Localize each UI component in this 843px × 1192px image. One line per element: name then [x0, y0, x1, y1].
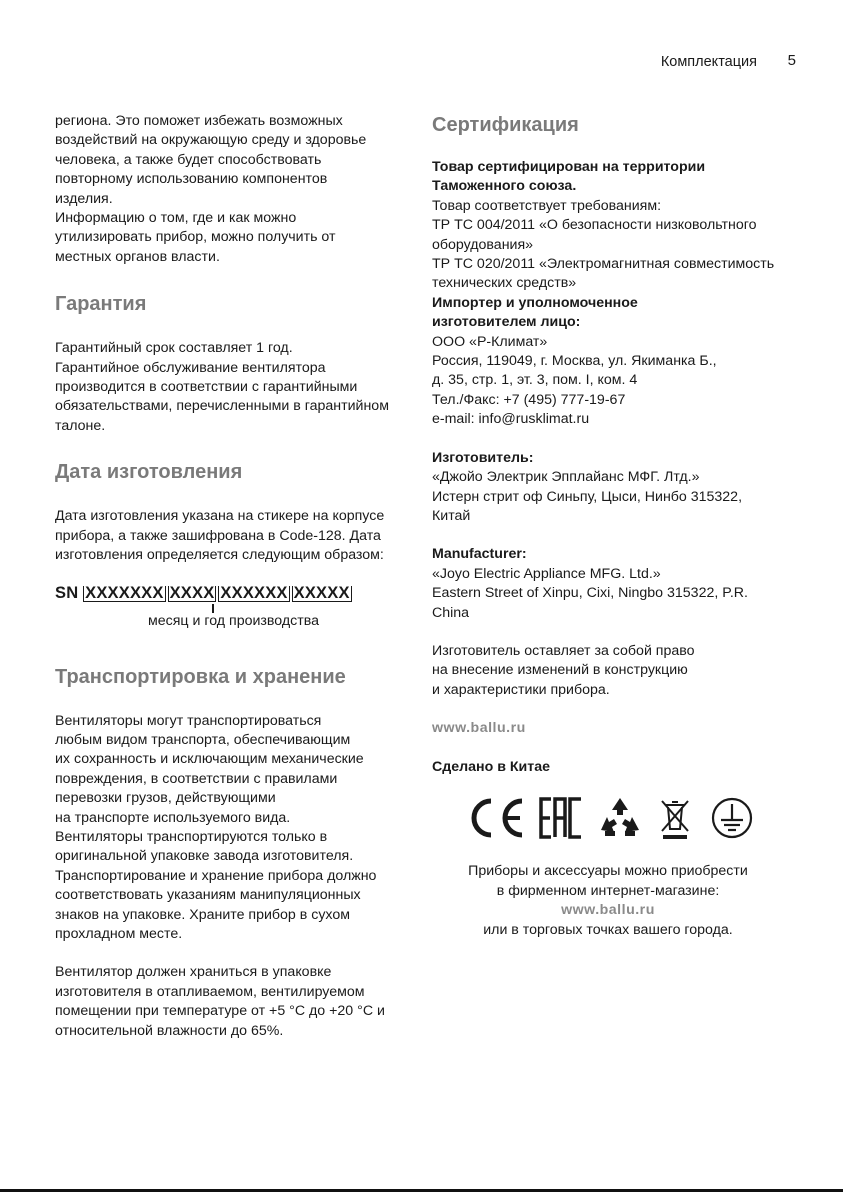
shop-website-link[interactable]: www.ballu.ru — [561, 902, 655, 919]
text-line: повреждения, в соответствии с правилами — [55, 770, 338, 787]
serial-caption: месяц и год производства — [148, 612, 320, 629]
serial-segment: XXXXXXX — [85, 583, 164, 602]
text-line: помещении при температуре от +5 °С до +20 °С и — [55, 1003, 385, 1020]
header-section-title: Комплектация — [660, 54, 757, 70]
text-line: оригинальной упаковке завода изготовителя. — [55, 848, 354, 865]
text-line: ООО «Р-Климат» — [432, 333, 548, 350]
change-notice — [432, 642, 802, 700]
text-line: Вентилятор должен храниться в упаковке — [55, 964, 332, 981]
serial-prefix: SN — [55, 583, 79, 602]
text-line: местных органов власти. — [55, 248, 220, 265]
text-line: Транспортирование и хранение прибора должно — [55, 867, 377, 884]
text-line: Приборы и аксессуары можно приобрести — [468, 863, 748, 879]
transport-heading: Транспортировка и хранение — [55, 665, 346, 688]
text-line: знаков на упаковке. Храните прибор в сухом — [55, 906, 351, 923]
text-line: повторному использованию компонентов — [55, 171, 328, 188]
text-line: и характеристики прибора. — [432, 681, 610, 698]
manufacturer-en-block — [432, 545, 802, 623]
text-line: на внесение изменений в конструкцию — [432, 662, 688, 679]
text-line: Гарантийный срок составляет 1 год. — [55, 340, 293, 357]
disposal-paragraph — [55, 112, 415, 267]
recycle-icon — [597, 795, 643, 841]
text-line: «Joyo Electric Appliance MFG. Ltd.» — [432, 565, 661, 582]
text-line: относительной влажности до 65%. — [55, 1022, 284, 1039]
text-line: Вентиляторы могут транспортироваться — [55, 712, 322, 729]
text-line: Информацию о том, где и как можно — [55, 210, 297, 227]
page-number: 5 — [787, 52, 796, 69]
text-line: «Джойо Электрик Эпплайанс МФГ. Лтд.» — [432, 469, 700, 486]
made-in-label: Сделано в Китае — [432, 758, 550, 775]
certification-marks — [466, 795, 756, 841]
manufacturer-ru-block — [432, 449, 802, 527]
warranty-paragraph — [55, 339, 415, 436]
serial-pointer-line — [212, 604, 214, 613]
text-line: изготовления определяется следующим образом: — [55, 547, 384, 564]
text-line: утилизировать прибор, можно получить от — [55, 229, 336, 246]
storage-paragraph — [55, 963, 415, 1041]
ce-mark-icon — [466, 795, 528, 841]
ground-icon — [709, 795, 755, 841]
text-line: Eastern Street of Xinpu, Cixi, Ningbo 315322, P.R. — [432, 585, 748, 602]
text-line: технических средств» — [432, 275, 577, 292]
warranty-heading: Гарантия — [55, 293, 147, 316]
text-line: д. 35, стр. 1, эт. 3, пом. I, ком. 4 — [432, 372, 638, 389]
text-line: прохладном месте. — [55, 925, 183, 942]
text-line: Вентиляторы транспортируются только в — [55, 828, 328, 845]
importer-email: e-mail: info@rusklimat.ru — [432, 411, 590, 428]
text-line: Изготовитель оставляет за собой право — [432, 642, 695, 659]
text-line: изготовителя в отапливаемом, вентилируемом — [55, 983, 365, 1000]
text-line: China — [432, 604, 470, 621]
text-line: Истерн стрит оф Синьпу, Цыси, Нинбо 315322, — [432, 488, 743, 505]
text-line: ТР ТС 020/2011 «Электромагнитная совместимость — [432, 256, 775, 273]
text-line: талоне. — [55, 417, 106, 434]
purchase-info — [432, 862, 784, 940]
text-line: на транспорте используемого вида. — [55, 809, 291, 826]
crossed-bin-icon — [658, 795, 692, 841]
left-column — [55, 112, 415, 1041]
right-column — [432, 112, 802, 777]
manufacture-date-paragraph — [55, 507, 415, 565]
website-link[interactable]: www.ballu.ru — [432, 720, 526, 737]
text-line: перевозки грузов, действующими — [55, 790, 276, 807]
text-line: Дата изготовления указана на стикере на корпусе — [55, 508, 385, 525]
text-line: Товар сертифицирован на территории — [432, 159, 706, 175]
text-line: региона. Это поможет избежать возможных — [55, 113, 343, 129]
text-line: Россия, 119049, г. Москва, ул. Якиманка Б., — [432, 353, 717, 370]
text-line: изготовителем лицо: — [432, 314, 581, 331]
text-line: соответствовать указаниям манипуляционных — [55, 887, 361, 904]
manufacturer-en-heading: Manufacturer: — [432, 546, 527, 563]
text-line: или в торговых точках вашего города. — [483, 921, 733, 938]
text-line: прибора, а также зашифрована в Code-128. Дата — [55, 527, 381, 544]
serial-number-code — [55, 584, 415, 603]
text-line: Гарантийное обслуживание вентилятора — [55, 359, 326, 376]
manufacture-date-heading: Дата изготовления — [55, 461, 243, 484]
certification-paragraph — [432, 158, 802, 430]
text-line: изделия. — [55, 190, 113, 207]
text-line: Таможенного союза. — [432, 178, 577, 195]
page-header — [0, 54, 843, 74]
text-line: оборудования» — [432, 236, 534, 253]
manufacturer-ru-heading: Изготовитель: — [432, 449, 534, 466]
text-line: любым видом транспорта, обеспечивающим — [55, 731, 351, 748]
text-line: ТР ТС 004/2011 «О безопасности низковольтного — [432, 217, 757, 234]
text-line: человека, а также будет способствовать — [55, 151, 322, 168]
text-line: Тел./Факс: +7 (495) 777-19-67 — [432, 391, 626, 408]
text-line: Товар соответствует требованиям: — [432, 197, 662, 214]
serial-segment: XXXXX — [293, 583, 350, 602]
transport-paragraph — [55, 712, 415, 945]
serial-number-diagram — [55, 584, 415, 636]
text-line: обязательствами, перечисленными в гарантийном — [55, 398, 389, 415]
text-line: воздействий на окружающую среду и здоровье — [55, 132, 367, 149]
text-line: Импортер и уполномоченное — [432, 294, 638, 311]
serial-segment: XXXXXX — [220, 583, 288, 602]
eac-mark-icon — [539, 795, 585, 841]
text-line: их сохранность и исключающим механические — [55, 751, 364, 768]
text-line: в фирменном интернет-магазине: — [496, 882, 720, 899]
certification-heading: Сертификация — [432, 114, 579, 136]
serial-segment: XXXX — [169, 583, 215, 602]
text-line: производится в соответствии с гарантийными — [55, 379, 358, 396]
text-line: Китай — [432, 507, 471, 524]
